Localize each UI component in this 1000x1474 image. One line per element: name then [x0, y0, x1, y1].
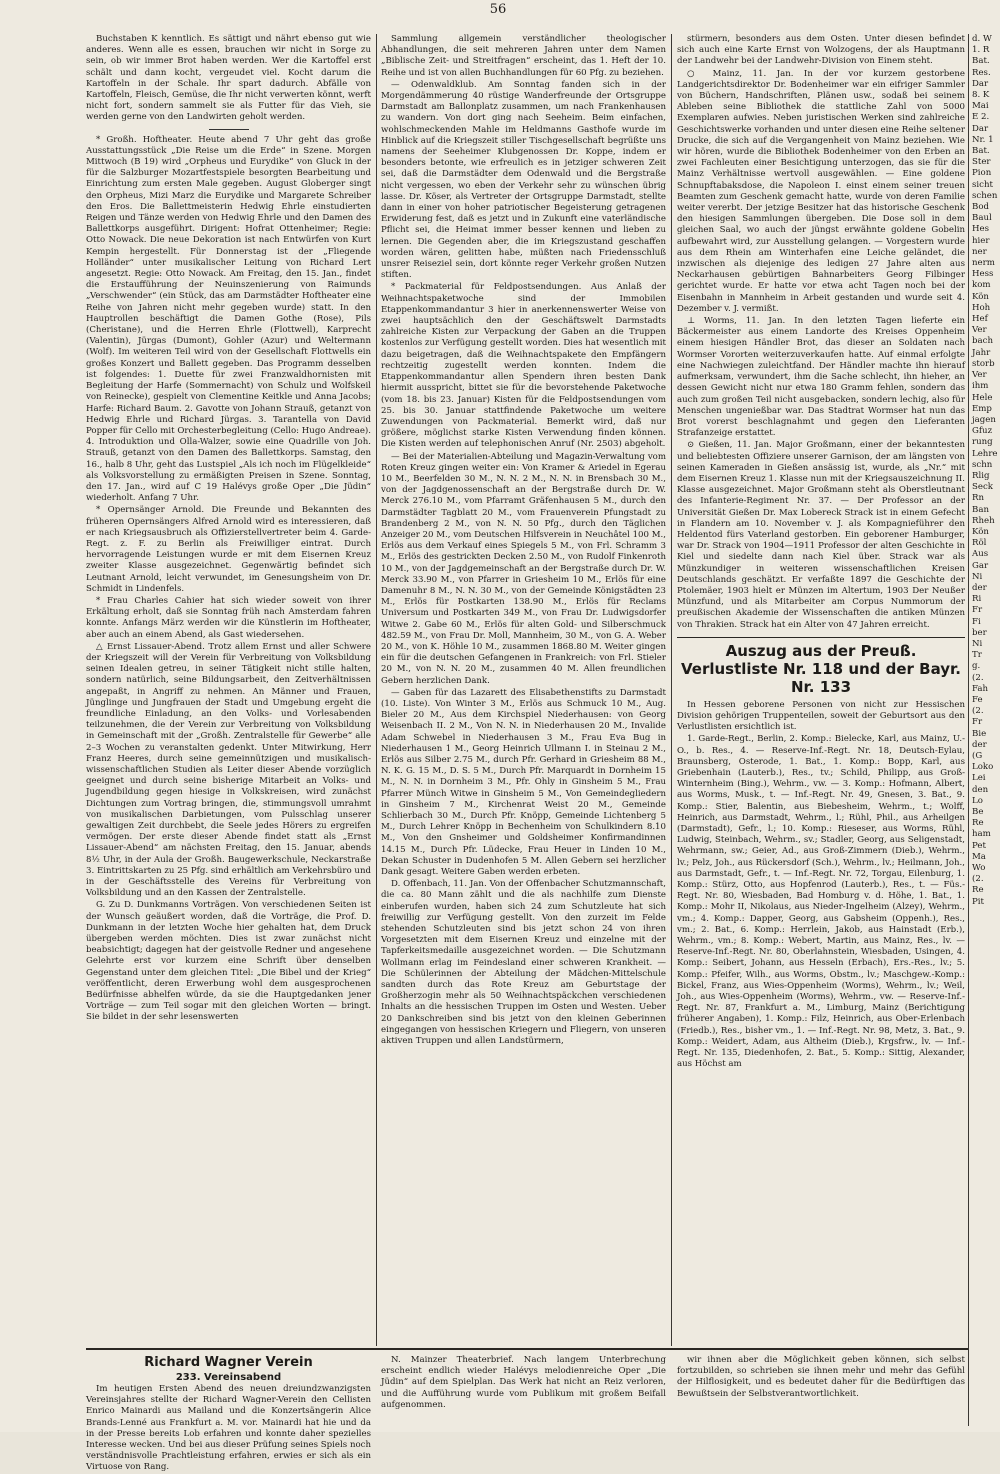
fragment-line: Ri: [972, 594, 982, 605]
fragment-line: (G: [972, 751, 983, 761]
fragment-line: Bat.: [972, 146, 990, 157]
fragment-line: Nr. 1: [972, 134, 994, 145]
fragment-line: Hele: [972, 392, 993, 403]
fragment-line: Aus: [972, 549, 989, 560]
fragment-line: Emp: [972, 403, 992, 414]
fragment-line: Hoh: [972, 302, 991, 313]
fragment-line: Tr: [972, 650, 982, 661]
fragment-line: d. W: [972, 34, 992, 44]
fragment-line: schen: [972, 190, 998, 201]
fragment-line: Fr: [972, 605, 983, 616]
wagner-verein-article: [86, 1355, 371, 1473]
fragment-line: Rlig: [972, 470, 990, 481]
fragment-line: E 2.: [972, 112, 990, 123]
page-number: 56: [489, 2, 507, 17]
fragment-line: Fr: [972, 717, 983, 728]
fragment-line: (2.: [972, 706, 984, 717]
fragment-line: bach: [972, 336, 993, 347]
fragment-line: der: [972, 739, 987, 750]
wagner-article-subtitle: 233. Vereinsabend: [175, 1372, 282, 1383]
fragment-line: Hes: [972, 224, 989, 235]
article-paragraph: G. Zu D. Dunkmanns Vorträgen. Von verschiedenen Seiten ist der Wunsch geäußert worden, daß die Vorträge, die Prof. D. Dunkmann in der letzten Woche hier gehalten hat, dem Druck übergeben werden möchten. Dies ist zwar zunächst nicht beabsichtigt; dagegen hat der geistvolle Redner und angesehene Gelehrte erst vor kurzem eine Schrift über denselben Gegenstand unter dem gleichen Titel: „Die Bibel und der Krieg“ veröffentlicht, deren Erwerbung wohl dem ausgesprochenen Bedürfnisse abhelfen würde, da sie die Hauptgedanken jener Vorträge — zum Teil sogar mit den gleichen Worten — bringt. Sie bildet in der sehr lesenswerten: [86, 900, 371, 1023]
fragment-line: Bat.: [972, 56, 990, 67]
fragment-line: Bod: [972, 202, 989, 213]
article-paragraph: ⊙ Gießen, 11. Jan. Major Großmann, einer der bekanntesten und beliebtesten Offiziere unserer Garnison, der am längsten von seinen Kameraden in Gießen ansässig ist, wurde, als „Nr.“ mit dem Eisernen Kreuz 1. Klasse nun mit der Kriegsauszeichnung II. Klasse ausgezeichnet. Major Großmann steht als Oberstleutnant des Infanterie-Regiment Nr. 37. — Der Professor an der Universität Gießen Dr. Max Lobereck Strack ist in einem Gefecht in Flandern am 10. November v. J. als Kompagnieführer den Heldentod fürs Vaterland gestorben. Ein geborener Hamburger, war Dr. Strack von 1904—1911 Professor der alten Geschichte in Kiel und siedelte dann nach Kiel über. Strack war als Münzkundiger in weiteren wissenschaftlichen Kreisen Deutschlands geschätzt. Er verfaßte 1897 die Geschichte der Ptolemäer, 1903 hielt er Münzen im Altertum, 1903 Der Neußer Münzfund, und als Mitarbeiter am Corpus Nummorum der preußischen Akademie der Wissenschaften die antiken Münzen von Thrakien. Strack hat ein Alter von 47 Jahren erreicht.: [677, 440, 965, 630]
article-paragraph: * Packmaterial für Feldpostsendungen. Aus Anlaß der Weihnachtspaketwoche sind der Immobilen Etappenkommandantur 3 hier in anerkennenswerter Weise von zwei hauptsächlich den der Geschäftswelt Darmstadts zahlreiche Kisten zur Verpackung der Gaben an die Truppen kostenlos zur Verfügung gestellt worden. Dies hat wesentlich mit dazu beigetragen, daß die Weihnachtspakete den Empfängern rechtzeitig zugestellt werden konnten. Indem die Etappenkommandantur allen Spendern ihren besten Dank hiermit ausspricht, bittet sie für die bevorstehende Paketwoche (vom 18. bis 23. Januar) Kisten für die Feldpostsendungen vom 25. bis 30. Januar stattfindende Paketwoche um weitere Zuwendungen von Packmaterial. Bemerkt wird, daß nur größere, möglichst starke Kisten Verwendung finden können. Die Kisten werden auf telephonischen Anruf (Nr. 2503) abgeholt.: [381, 282, 666, 450]
fragment-line: Be: [972, 807, 984, 818]
casualty-list-body: 1. Garde-Regt., Berlin, 2. Komp.: Bielecke, Karl, aus Mainz, U.-O., b. Res., 4. — Reserve-Inf.-Regt. Nr. 18, Deutsch-Eylau, Braunsberg, Osterode, 1. Bat., 1. Komp.: Bopp, Karl, aus Griebenhain (Lauterb.), Res., tv.; Schild, Philipp, aus Groß-Winternheim (Bing.), Wehrm., vw. — 3. Komp.: Hofmann, Albert, aus Worms, Musk., t. — Inf.-Regt. Nr. 49, Gnesen, 3. Bat., 9. Komp.: Stier, Balentin, aus Biebesheim, Wehrm., t.; Wolff, Heinrich, aus Darmstadt, Wehrm., l.; Rühl, Phil., aus Arheilgen (Darmstadt), Gefr., l.; 10. Komp.: Rieseser, aus Worms, Rühl, Ludwig, Steinbach, Wehrm., sv.; Stadler, Georg, aus Seligenstadt, Wehrmann, sw.; Geier, Ad., aus Groß-Zimmern (Dieb.), Wehrm., lv.; Pelz, Joh., aus Rückersdorf (Sch.), Wehrm., lv.; Heilmann, Joh., aus Darmstadt, Gefr., t. — Inf.-Regt. Nr. 72, Torgau, Eilenburg, 1. Komp.: Stürz, Otto, aus Hopfenrod (Lauterb.), Res., t. — Füs.-Regt. Nr. 80, Wiesbaden, Bad Homburg v. d. Höhe, 1. Bat., 1. Komp.: Mohr II, Nikolaus, aus Nieder-Ingelheim (Alzey), Wehrm., vm.; 4. Komp.: Dapper, Georg, aus Gabsheim (Oppenh.), Res., vm.; 2. Bat., 6. Komp.: Herrlein, Jakob, aus Hainstadt (Erb.), Wehrm., vm.; 8. Komp.: Webert, Martin, aus Mainz, Res., lv. — Reserve-Inf.-Regt. Nr. 80, Oberlahnstein, Wiesbaden, Usingen, 4. Komp.: Seibert, Johann, aus Hesseln (Erbach), Ers.-Res., lv.; 5. Komp.: Pfeifer, Wilh., aus Worms, Obstm., lv.; Maschgew.-Komp.: Bickel, Franz, aus Wies-Oppenheim (Worms), Wehrm., lv.; Weil, Joh., aus Wies-Oppenheim (Worms), Wehrm., vw. — Reserve-Inf.-Regt. Nr. 87, Frankfurt a. M., Limburg, Mainz (Berichtigung früherer Angaben), 1. Komp.: Filz, Heinrich, aus Ober-Erlenbach (Friedb.), Res., bisher vm., 1. — Inf.-Regt. Nr. 98, Metz, 3. Bat., 9. Komp.: Weidert, Adam, aus Altheim (Dieb.), Krgsfrw., lv. — Inf.-Regt. Nr. 135, Diedenhofen, 2. Bat., 5. Komp.: Sittig, Alexander, aus Höchst am: [677, 734, 965, 1070]
fragment-line: Lei: [972, 773, 986, 784]
fragment-line: Lehre: [972, 448, 998, 459]
fragment-line: Res.: [972, 67, 991, 78]
fragment-line: Seck: [972, 482, 993, 493]
fragment-line: Dar: [972, 123, 989, 134]
article-paragraph: wir ihnen aber die Möglichkeit geben können, sich selbst fortzubilden, so schrieben sie ihnen mehr und mehr das Gefühl der Hilflosigkeit, und es bedeutet daher für die Bedürftigen das Bewußtsein der Selbstverantwortlichkeit.: [677, 1355, 965, 1399]
fragment-line: hier: [972, 235, 990, 246]
fragment-line: ham: [972, 829, 991, 840]
column-1: [86, 34, 371, 1346]
fragment-line: Re: [972, 818, 984, 829]
fragment-line: Hef: [972, 314, 988, 325]
column-rule: [968, 34, 969, 1426]
article-paragraph: * Großh. Hoftheater. Heute abend 7 Uhr geht das große Ausstattungsstück „Die Reise um die Erde“ in Szene. Morgen Mittwoch (B 19) wird „Orpheus und Eurydike“ von Gluck in der für die Salzburger Mozartfestspiele besorgten Bearbeitung und Einrichtung zum ersten Male gegeben. August Globerger singt den Orpheus, Mizi Marz die Eurydike und Margarete Schreiber den Eros. Die Ballettmeisterin Hedwig Ehrle einstudierten Reigen und Tänze werden von Hedwig Ehrle und den Damen des Ballettkorps ausgeführt. Dirigent: Hofrat Ottenheimer; Regie: Otto Nowack. Die neue Dekoration ist nach Entwürfen von Kurt Kempin hergestellt. Für Donnerstag ist der „Fliegende Holländer“ unter musikalischer Leitung von Richard Lert angesetzt. Regie: Otto Nowack. Am Freitag, den 15. Jan., findet die Erstaufführung der Neuinszenierung von Raimunds „Verschwender“ (ein Stück, das am Darmstädter Hoftheater eine Reihe von Jahren nicht mehr gegeben wurde) statt. In den Hauptrollen beschäftigt die Damen Gothe (Rose), Pils (Cheristane), und die Herren Ehrle (Flottwell), Karprecht (Valentin), Jürgas (Dumont), Gohler (Azur) und Weltermann (Wolf). Im weiteren Teil wird von der Gesellschaft Flottwells ein großes Konzert und Ballett gegeben. Das Programm desselben ist folgendes: 1. Duette für zwei Franzwaldhornisten mit Begleitung der Harfe (Sommernacht) von Schulz und Wolfskeil von Reinecke), gespielt von Clementine Keitkle und Anna Jacobs; Harfe: Richard Baum. 2. Gavotte von Johann Strauß, getanzt von Hedwig Ehrle und Richard Jürgas. 3. Tarantella von David Popper für Cello mit Orchesterbegleitung (Cello: Hugo Andreae). 4. Introduktion und Olla-Walzer, sowie eine Quadrille von Joh. Strauß, getanzt von den Damen des Ballettkorps. Samstag, den 16., halb 8 Uhr, geht das Lustspiel „Als ich noch im Flügelkleide“ als Volksvorstellung zu ermäßigten Preisen in Szene. Sonntag, den 17. Jan., wird auf C 19 Halévys große Oper „Die Jüdin“ wiederholt. Anfang 7 Uhr.: [86, 134, 371, 504]
education-article: [677, 1355, 965, 1427]
fragment-line: ihm: [972, 381, 989, 392]
fragment-line: (2.: [972, 672, 984, 683]
fragment-line: storb: [972, 358, 995, 369]
fragment-line: Pet: [972, 840, 986, 851]
fragment-line: der: [972, 582, 987, 593]
article-paragraph: D. Offenbach, 11. Jan. Von der Offenbacher Schutzmannschaft, die ca. 80 Mann zählt und die als nachhilfe zum Dienste einberufen wurden, haben sich 24 zum Schutzleute hat sich freiwillig zur Verfügung gestellt. Von den zurzeit im Felde stehenden Schutzleuten sind bis jetzt schon 24 von ihren Vorgesetzten mit dem Eisernen Kreuz und einzelne mit der Tapferkeitsmedaille ausgezeichnet worden. — Die Schutzmann Wollmann erlag im Feindesland einer schweren Krankheit. — Die Schülerinnen der Abteilung der Mädchen-Mittelschule sandten durch das Rote Kreuz am Geburtstage der Großherzogin mehr als 50 Weihnachtspäckchen verschiedenen Inhalts an die hessischen Truppen im Osten und Westen. Ueber 20 Dankschreiben sind bis jetzt von den kleinen Geberinnen eingegangen von hessischen Kriegern und Fliegern, von unseren aktiven Truppen und allen Landstürmern,: [381, 879, 666, 1047]
article-paragraph: — Gaben für das Lazarett des Elisabethenstifts zu Darmstadt (10. Liste). Von Winter 3 M., Erlös aus Schmuck 10 M., Aug. Bieler 20 M., Aus dem Kirchspiel Niederhausen: von Georg Weisenbach II. 2 M., Von N. N. in Niederhausen 20 M., Invalide Adam Schwebel in Niederhausen 3 M., Frau Eva Bug in Niederhausen 1 M., Georg Heinrich Ullmann I. in Steinau 2 M., Erlös aus Silber 2.75 M., durch Pfr. Gerhard in Griesheim 88 M., N. K. G. 15 M., D. S. 5 M., Durch Pfr. Marquardt in Dornheim 15 M., N. N. in Dornheim 3 M., Pfr. Ohly in Ginsheim 5 M., Frau Pfarrer Münch Witwe in Ginsheim 5 M., Von Gemeindegliedern in Ginsheim 7 M., Kirchenrat Weist 20 M., Gemeinde Schlierbach 30 M., Durch Pfr. Knöpp, Gemeinde Lichtenberg 5 M., Durch Lehrer Knöpp in Bechenheim von Schulkindern 8.10 M., Von den Gnsheimer und Goldsheimer Konfirmandinnen 14.15 M., Durch Pfr. Lüdecke, Frau Heuer in Linden 10 M., Dekan Schuster in Dudenhofen 5 M. Allen Gebern sei herzlicher Dank gesagt. Weitere Gaben werden erbeten.: [381, 687, 666, 878]
fragment-line: nerm: [972, 258, 995, 269]
casualty-list-intro: In Hessen geborene Personen von nicht zur Hessischen Division gehörigen Truppenteilen, soweit der Geburtsort aus den Verlustlisten ersichtlich ist.: [677, 699, 965, 733]
wagner-article-title: Richard Wagner Verein: [144, 1355, 313, 1370]
column-rule: [376, 34, 377, 1346]
casualty-list-heading: Auszug aus der Preuß. Verlustliste Nr. 118 und der Bayr. Nr. 133: [681, 641, 961, 696]
fragment-line: Ni: [972, 571, 983, 582]
fragment-line: Rheh: [972, 515, 995, 526]
column-4-fragment: [972, 34, 1000, 1404]
fragment-line: Bie: [972, 728, 987, 739]
fragment-line: sicht: [972, 179, 993, 190]
fragment-line: kom: [972, 280, 991, 291]
fragment-line: Re: [972, 885, 984, 896]
article-paragraph: N. Mainzer Theaterbrief. Nach langem Unterbrechung erscheint endlich wieder Halévys melodienreiche Oper „Die Jüdin“ auf dem Spielplan. Das Werk hat nicht an Reiz verloren, und die Aufführung wurde vom Publikum mit großem Beifall aufgenommen.: [381, 1355, 666, 1410]
mainz-theater-article: [381, 1355, 666, 1427]
fragment-line: ber: [972, 627, 987, 638]
article-paragraph: * Opernsänger Arnold. Die Freunde und Bekannten des früheren Opernsängers Alfred Arnold wird es interessieren, daß er nach Kriegsausbruch als Offizierstellvertreter beim 4. Garde-Regt. z. F. zu Berlin als Freiwilliger eintrat. Durch hervorragende Leistungen wurde er mit dem Eisernen Kreuz zweiter Klasse ausgezeichnet. Gegenwärtig befindet sich Leutnant Arnold, leicht verwundet, im Genesungsheim von Dr. Schmidt in Lindenfels.: [86, 505, 371, 594]
fragment-line: Fe: [972, 694, 983, 705]
article-paragraph: △ Ernst Lissauer-Abend. Trotz allem Ernst und aller Schwere der Kriegszeit will der Verein für Verbreitung von Volksbildung seinen Idealen getreu, in seiner Tätigkeit nicht stille halten, sondern natürlich, seine Bildungsarbeit, den Zeitverhältnissen angepaßt, in Angriff zu nehmen. An Männer und Frauen, Jünglinge und Jungfrauen der Stadt und Umgebung ergeht die freundliche Einladung, an den Volks- und Vorlesabenden teilzunehmen, die der Verein zur Verbreitung von Volksbildung in Gemeinschaft mit der „Großh. Zentralstelle für Gewerbe“ alle 2–3 Wochen zu veranstalten gedenkt. Unter Mitwirkung, Herr Franz Heeres, durch seine gemeinnützigen und musikalisch-wissenschaftlichen Studien als Leiter dieser Abende vorzüglich geeignet und durch seine bisherige Mitarbeit an Volks- und Jugendbildung gegen hiesige in Volkskreisen, wird zunächst Dichtungen zum Vortrag bringen, die, stimmungsvoll umrahmt von musikalischen Darbietungen, vom Pulsschlag unserer gewaltigen Zeit durchbebt, die Seele jedes Hörers zu ergreifen vermögen. Der erste dieser Abende findet statt als „Ernst Lissauer-Abend“ am nächsten Freitag, den 15. Januar, abends 8½ Uhr, in der Aula der Großh. Baugewerkschule, Neckarstraße 3. Eintrittskarten zu 25 Pfg. sind erhältlich am Verkehrsbüro und in der Geschäftsstelle des Vereins für Verbreitung von Volksbildung und an den Kassen der Zentralstelle.: [86, 641, 371, 899]
fragment-line: jagen: [972, 414, 996, 425]
article-paragraph: ○ Mainz, 11. Jan. In der vor kurzem gestorbene Landgerichtsdirektor Dr. Bodenheimer war ein eifriger Sammler von Büchern, Handschriften, Plänen usw., sodaß bei seinem Ableben seine Bibliothek die stattliche Zahl von 5000 Exemplaren aufwies. Neben juristischen Werken sind zahlreiche Geschichtswerke vorhanden und unter diesen eine Reihe seltener Drucke, die sich auf die Vergangenheit von Mainz beziehen. Wie wir hören, wurde die Bibliothek Bodenheimer von den Erben an zwei Fachleuten einer Besichtigung unterzogen, das sie für die Mainz Verhältnisse wertvoll ausgewählen. — Eine goldene Schnupftabaksdose, die Napoleon I. einst einem seiner treuen Beamten zum Geschenk gemacht hatte, wurde von deren Familie weiter vererbt. Der jetzige Besitzer hat das historische Geschenk den hiesigen Sammlungen übergeben. Die Dose soll in dem gleichen Saal, wo auch der jüngst erwähnte goldene Gobelin aufbewahrt wird, zur Ausstellung gelangen. — Vorgestern wurde aus dem Rhein am Winterhafen eine Leiche geländet, die inzwischen als diejenige des ledigen 27 Jahre alten aus Neckarhausen gebürtigen Bahnarbeiters Georg Filbinger gerichtet wurde. Er hatte vor etwa acht Tagen noch bei der Eisenbahn in Mannheim in Arbeit gestanden und wurde seit 4. Dezember v. J. vermißt.: [677, 68, 965, 314]
fragment-line: 8. K: [972, 90, 990, 101]
fragment-line: Kön: [972, 526, 989, 537]
fragment-line: Fah: [972, 683, 989, 694]
fragment-line: Wo: [972, 863, 986, 874]
fragment-line: Hess: [972, 269, 994, 280]
fragment-line: Ster: [972, 157, 991, 168]
fragment-line: schn: [972, 459, 993, 470]
article-paragraph: — Bei der Materialien-Abteilung und Magazin-Verwaltung vom Roten Kreuz gingen weiter ein: Von Kramer & Ariedel in Egerau 10 M., Beerfelden 30 M., N. N. 2 M., N. N. in Brensbach 30 M., von der Jagdgenossenschaft an der Bergstraße durch Dr. W. Merck 276.10 M., vom Pfarramt Gräfenhausen 5 M., durch den Darmstädter Tagblatt 20 M., vom Frauenverein Pfungstadt zu Brandenberg 2 M., von N. N. 50 Pfg., durch den Täglichen Anzeiger 20 M., vom Deutschen Hilfsverein in Neuchâtel 100 M., Erlös aus dem Verkauf eines Spiegels 5 M., von Frl. Schramm 3 M., Erlös des gestrickten Decken 2.50 M., von Rudolf Finkenroth 10 M., von der Jagdgemeinschaft an der Bergstraße durch Dr. W. Merck 33.90 M., von Pfarrer in Griesheim 10 M., Erlös für eine Damenuhr 8 M., N. N. 30 M., von der Gemeinde Königstädten 23 M., Erlös für Postkarten 138.90 M., Erlös für Reclams Universum und Postkarten 349 M., von Frau Dr. Ludwigsdorfer Witwe 2. Gabe 60 M., Erlös für alten Gold- und Silberschmuck 482.59 M., von Frau Dr. Moll, Mannheim, 30 M., von G. A. Weber 20 M., von K. Höhle 10 M., zusammen 1868.80 M. Weiter gingen ein für die deutschen Gefangenen in Frankreich: von Frl. Stieler 20 M., von N. N. 20 M., zusammen 40 M. Allen freundlichen Gebern herzlichen Dank.: [381, 451, 666, 686]
fragment-line: Rn: [972, 493, 985, 504]
fragment-line: Ver: [972, 325, 987, 336]
fragment-line: rung: [972, 437, 993, 448]
fragment-line: Fi: [972, 616, 981, 627]
fragment-line: Ni: [972, 638, 983, 649]
column-3: [677, 34, 965, 1344]
fragment-line: Baul: [972, 213, 992, 224]
fragment-line: Ver: [972, 370, 987, 381]
fragment-line: Ban: [972, 504, 989, 515]
article-paragraph: Buchstaben K kenntlich. Es sättigt und nährt ebenso gut wie anderes. Wenn alle es essen, brauchen wir nicht in Sorge zu sein, ob wir immer Brot haben werden. Wer die Kartoffel erst schält und dann kocht, vergeudet viel. Kocht darum die Kartoffeln in der Schale. Ihr spart dadurch. Abfälle von Kartoffeln, Fleisch, Gemüse, die Ihr nicht verwerten könnt, werft nicht fort, sondern sammelt sie als Futter für das Vieh, sie werden gerne von den Landwirten geholt werden.: [86, 34, 371, 123]
fragment-line: den: [972, 784, 989, 795]
column-2: [381, 34, 666, 1344]
article-paragraph: — Odenwaldklub. Am Sonntag fanden sich in der Morgendämmerung 40 rüstige Wanderfreunde der Ortsgruppe Darmstadt am Ballonplatz zusammen, um nach Frankenhausen zu wandern. Von dort ging nach Seeheim. Beim einfachen, wohlschmeckenden Mahle im Heldmanns Gasthofe wurde im Hinblick auf die Kriegszeit stiller Tischgesellschaft begrüßte uns namens der Seeheimer Klubgenossen Dr. Koppe, indem er besonders betonte, wie erfreulich es in jetziger schweren Zeit sei, daß die Darmstädter dem Odenwald und die Bergstraße nicht vergessen, wo eben der Verkehr sehr zu wünschen übrig lasse. Dr. Köser, als Vertreter der Ortsgruppe Darmstadt, stellte dann in einer von hoher patriotischer Begeisterung getragenen Erwiderung fest, daß es jetzt und in Zukunft eine vaterländische Pflicht sei, die Heimat immer besser kennen und lieben zu lernen. Die Gegenden aber, die im Kriegszustand geschaffen worden wären, gelitten habe, müßten nach Friedensschluß unsrer Reiseziel sein, dort könnte reger Verkehr großen Nutzen stiften.: [381, 79, 666, 281]
separator-line: [209, 129, 249, 130]
fragment-line: Kön: [972, 291, 989, 302]
fragment-line: Lo: [972, 795, 983, 806]
fragment-line: g.: [972, 661, 981, 672]
section-rule: [86, 1348, 968, 1350]
article-paragraph: * Frau Charles Cahier hat sich wieder soweit von ihrer Erkältung erholt, daß sie Sonntag früh nach Amsterdam fahren konnte. Anfangs März werden wir die Künstlerin im Hoftheater, aber auch an einem Abend, als Gast wiedersehen.: [86, 595, 371, 640]
section-rule: [677, 637, 965, 638]
column-rule: [671, 34, 672, 1346]
article-paragraph: Sammlung allgemein verständlicher theologischer Abhandlungen, die seit mehreren Jahren unter dem Namen „Biblische Zeit- und Streitfragen“ erscheint, das 1. Heft der 10. Reihe und ist von allen Buchhandlungen für 60 Pfg. zu beziehen.: [381, 34, 666, 78]
fragment-line: Dar: [972, 78, 989, 89]
article-paragraph: stürmern, besonders aus dem Osten. Unter diesen befindet sich auch eine Karte Ernst von Wolzogens, der als Hauptmann der Landwehr bei der Landwehr-Division von Einem steht.: [677, 34, 965, 67]
fragment-line: Gar: [972, 560, 989, 571]
article-paragraph: ⊥ Worms, 11. Jan. In den letzten Tagen lieferte ein Bäckermeister aus einem Landorte des Kreises Oppenheim einem hiesigen Händler Brot, das dieser an Soldaten nach Wormser Vororten weiterzuverkaufen hatte. Auf einmal erfolgte eine Nachwiegen zuleichtfand. Der Händler machte ihn hierauf aufmerksam, verwundert, ihm die Sache schlecht, ihn hieher, an dessen Gewicht nicht nur etwa 180 Gramm fehlen, sondern das auch zum großen Teil nicht ausgebacken, sondern lechig, also für Menschen ungenießbar war. Das Stadtrat Wormser hat nun das Brot vorerst beschlagnahmt und gegen den Lieferanten Strafanzeige erstattet.: [677, 316, 965, 439]
fragment-line: Röl: [972, 538, 987, 549]
fragment-line: Pit: [972, 896, 984, 907]
fragment-line: Mai: [972, 101, 989, 112]
fragment-line: 1. R: [972, 45, 990, 56]
fragment-line: (2.: [972, 874, 984, 885]
fragment-line: Gfuz: [972, 426, 993, 437]
article-paragraph: Im heutigen Ersten Abend des neuen dreiundzwanzigsten Vereinsjahres stellte der Richard Wagner-Verein den Cellisten Enrico Mainardi aus Mailand und die Konzertsängerin Alice Brands-Lenné aus Frankfurt a. M. vor. Mainardi hat hie und da in der Presse bereits Lob erfahren und konnte daher spezielles Interesse wecken. Und bei aus dieser Prüfung seines Spiels noch verständnisvolle Prachtleistung erfahren, erwies er sich als ein Virtuose von Rang.: [86, 1384, 371, 1473]
fragment-line: ner: [972, 246, 987, 257]
fragment-line: Ma: [972, 851, 986, 862]
fragment-line: Pion: [972, 168, 992, 179]
fragment-line: Jahr: [972, 347, 991, 358]
fragment-line: Loko: [972, 762, 994, 773]
